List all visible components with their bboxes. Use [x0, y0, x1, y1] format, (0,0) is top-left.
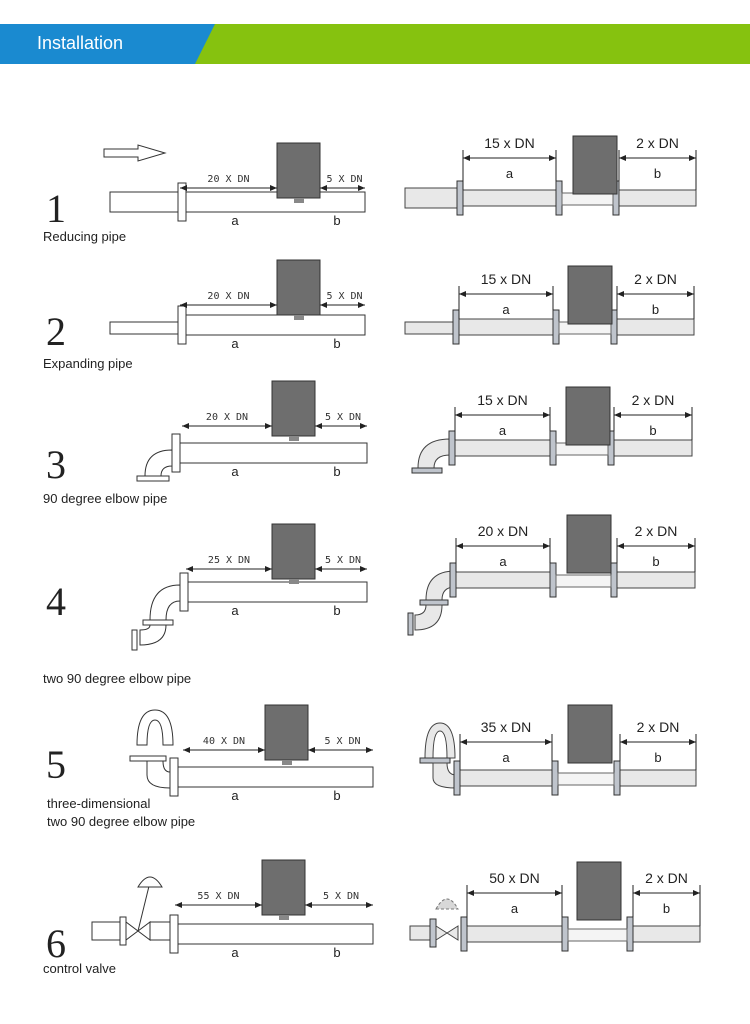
mid-flange	[420, 600, 448, 605]
main-pipe	[172, 443, 367, 463]
left-label-a: a	[231, 788, 239, 803]
upstream-pipe	[459, 319, 553, 335]
inlet-flange	[449, 431, 455, 465]
right-upstream-dimension-arrow-end	[545, 739, 552, 745]
loop-elbow-pipe	[425, 723, 455, 758]
right-upstream-label: 20 x DN	[477, 523, 529, 539]
main-pipe	[180, 582, 367, 602]
downstream-pipe	[614, 440, 692, 456]
meter-flange-out	[627, 917, 633, 951]
right-downstream-dimension-arrow-start	[620, 739, 627, 745]
left-downstream-label: 5 X DN	[324, 555, 362, 566]
right-downstream-dimension-arrow-start	[619, 155, 626, 161]
main-pipe	[178, 192, 365, 212]
right-upstream-dimension-arrow-start	[467, 890, 474, 896]
left-upstream-label: 20 X DN	[207, 174, 250, 185]
inlet-pipe	[92, 922, 120, 940]
flowmeter-body	[277, 143, 320, 198]
meter-flange-out	[611, 563, 617, 597]
meter-spool	[562, 193, 613, 205]
right-diagram	[405, 135, 696, 215]
flowmeter-body	[568, 266, 612, 324]
lower-elbow-pipe	[415, 605, 442, 630]
right-downstream-dimension-arrow-start	[617, 291, 624, 297]
loop-flange	[130, 756, 166, 761]
left-label-b: b	[333, 788, 341, 803]
left-diagram	[130, 705, 373, 803]
meter-flange-in	[550, 563, 556, 597]
left-upstream-dimension-arrow-end	[258, 747, 265, 753]
lower-elbow-pipe	[433, 763, 456, 788]
left-downstream-dimension-arrow-start	[320, 185, 327, 191]
elbow-flange	[137, 476, 169, 481]
left-downstream-dimension-arrow-end	[358, 302, 365, 308]
end-flange	[408, 613, 413, 635]
left-label-b: b	[333, 336, 341, 351]
row-number: 6	[46, 921, 66, 966]
inlet-flange	[450, 563, 456, 597]
mid-flange	[143, 620, 173, 625]
left-upstream-dimension-arrow-end	[265, 423, 272, 429]
row-caption: control valve	[43, 961, 116, 976]
upstream-pipe	[455, 440, 550, 456]
main-pipe	[178, 315, 365, 335]
downstream-pipe	[633, 926, 700, 942]
row-3	[43, 381, 692, 506]
row-caption: Reducing pipe	[43, 229, 127, 244]
row-caption: two 90 degree elbow pipe	[43, 671, 192, 686]
flowmeter-neck	[282, 760, 292, 765]
left-diagram	[137, 381, 367, 481]
lower-elbow-pipe	[147, 761, 170, 788]
elbow-pipe	[145, 450, 172, 476]
left-upstream-label: 20 X DN	[205, 412, 249, 423]
flowmeter-neck	[289, 579, 299, 584]
elbow-flange	[412, 468, 442, 473]
meter-flange-out	[614, 761, 620, 795]
row-6	[43, 860, 700, 976]
end-flange	[132, 630, 137, 650]
left-upstream-dimension-arrow-start	[182, 423, 189, 429]
flowmeter-body	[272, 524, 315, 579]
left-downstream-dimension-arrow-start	[305, 902, 312, 908]
right-upstream-dimension-arrow-end	[546, 291, 553, 297]
reducing-pipe-segment	[405, 188, 463, 208]
left-downstream-label: 5 X DN	[324, 412, 362, 423]
left-label-a: a	[231, 945, 239, 960]
right-upstream-dimension-arrow-start	[459, 291, 466, 297]
meter-flange-in	[552, 761, 558, 795]
left-label-a: a	[231, 213, 239, 228]
right-upstream-dimension-arrow-end	[543, 543, 550, 549]
right-label-b: b	[662, 901, 671, 916]
row-number: 2	[46, 309, 66, 354]
right-label-a: a	[499, 554, 507, 569]
meter-flange-in	[553, 310, 559, 344]
left-label-b: b	[333, 213, 341, 228]
left-label-b: b	[333, 603, 341, 618]
right-label-b: b	[654, 750, 662, 765]
downstream-pipe	[617, 319, 694, 335]
right-label-a: a	[510, 901, 519, 916]
row-number: 3	[46, 442, 66, 487]
left-upstream-dimension-arrow-end	[255, 902, 262, 908]
right-label-b: b	[653, 166, 662, 181]
main-flange	[178, 306, 186, 344]
flowmeter-body	[577, 862, 621, 920]
flowmeter-body	[573, 136, 617, 194]
right-upstream-label: 50 x DN	[489, 870, 540, 886]
inlet-flange	[453, 310, 459, 344]
left-downstream-dimension-arrow-start	[308, 747, 315, 753]
right-upstream-dimension-arrow-start	[456, 543, 463, 549]
upstream-pipe	[456, 572, 550, 588]
downstream-pipe	[617, 572, 695, 588]
inlet-flange	[454, 761, 460, 795]
left-label-a: a	[231, 464, 239, 479]
left-downstream-label: 5 X DN	[324, 736, 361, 747]
right-label-a: a	[498, 423, 507, 438]
left-downstream-dimension-arrow-end	[358, 185, 365, 191]
right-downstream-label: 2 x DN	[631, 392, 675, 408]
right-upstream-label: 15 x DN	[484, 135, 535, 151]
left-upstream-dimension-arrow-start	[175, 902, 182, 908]
flowmeter-body	[272, 381, 315, 436]
right-downstream-label: 2 x DN	[634, 523, 678, 539]
left-diagram	[92, 860, 373, 960]
right-diagram	[410, 862, 700, 951]
main-flange	[170, 758, 178, 796]
main-pipe	[170, 767, 373, 787]
right-upstream-dimension-arrow-start	[463, 155, 470, 161]
left-label-b: b	[333, 945, 341, 960]
meter-flange-in	[562, 917, 568, 951]
left-downstream-dimension-arrow-start	[315, 423, 322, 429]
valve-actuator	[436, 899, 458, 909]
row-4	[43, 515, 695, 686]
inlet-pipe	[410, 926, 430, 940]
left-upstream-label: 40 X DN	[202, 736, 246, 747]
row-number: 5	[46, 742, 66, 787]
left-downstream-label: 5 X DN	[326, 291, 363, 302]
right-upstream-dimension-arrow-end	[549, 155, 556, 161]
left-downstream-dimension-arrow-start	[320, 302, 327, 308]
inlet-flange	[461, 917, 467, 951]
lower-elbow-pipe	[140, 625, 166, 645]
row-number: 1	[46, 186, 66, 231]
flowmeter-body	[566, 387, 610, 445]
meter-spool	[556, 575, 611, 587]
right-diagram	[412, 387, 692, 473]
left-label-a: a	[231, 336, 239, 351]
right-downstream-label: 2 x DN	[636, 135, 679, 151]
flowmeter-body	[277, 260, 320, 315]
valve-outlet-pipe	[150, 922, 170, 940]
upstream-pipe	[460, 770, 552, 786]
flowmeter-neck	[294, 315, 304, 320]
right-downstream-dimension-arrow-start	[614, 412, 621, 418]
row-2	[43, 260, 694, 371]
left-diagram	[132, 524, 367, 650]
loop-flange	[420, 758, 450, 763]
row-1	[43, 135, 696, 244]
header-title: Installation	[37, 33, 124, 53]
flowmeter-neck	[279, 915, 289, 920]
right-upstream-dimension-arrow-start	[455, 412, 462, 418]
right-diagram	[420, 705, 696, 795]
flowmeter-body	[567, 515, 611, 573]
right-label-b: b	[649, 423, 657, 438]
left-diagram	[104, 143, 365, 228]
flowmeter-neck	[294, 198, 304, 203]
main-flange	[170, 915, 178, 953]
left-downstream-dimension-arrow-end	[360, 566, 367, 572]
meter-flange-in	[556, 181, 562, 215]
main-flange	[180, 573, 188, 611]
right-upstream-label: 35 x DN	[480, 719, 532, 735]
left-downstream-label: 5 X DN	[326, 174, 363, 185]
left-upstream-label: 55 X DN	[197, 891, 240, 902]
main-pipe	[170, 924, 373, 944]
right-downstream-dimension-arrow-start	[617, 543, 624, 549]
row-caption: two 90 degree elbow pipe	[47, 814, 196, 829]
right-downstream-dimension-arrow-start	[633, 890, 640, 896]
expanding-pipe-segment	[405, 322, 460, 334]
inlet-flange	[457, 181, 463, 215]
row-caption: Expanding pipe	[43, 356, 133, 371]
left-downstream-dimension-arrow-start	[315, 566, 322, 572]
right-label-a: a	[505, 166, 514, 181]
right-downstream-label: 2 x DN	[636, 719, 680, 735]
left-upstream-dimension-arrow-end	[265, 566, 272, 572]
expanding-pipe-segment	[110, 322, 178, 334]
right-downstream-label: 2 x DN	[634, 271, 677, 287]
right-downstream-dimension-arrow-end	[689, 739, 696, 745]
downstream-pipe	[619, 190, 696, 206]
right-label-a: a	[502, 302, 510, 317]
right-downstream-dimension-arrow-end	[693, 890, 700, 896]
right-diagram	[408, 515, 695, 635]
left-downstream-label: 5 X DN	[322, 891, 360, 902]
right-label-b: b	[651, 302, 660, 317]
main-flange	[172, 434, 180, 472]
flowmeter-body	[568, 705, 612, 763]
right-label-a: a	[502, 750, 510, 765]
valve-flange-in	[430, 919, 436, 947]
left-upstream-dimension-arrow-end	[270, 185, 277, 191]
right-upstream-label: 15 x DN	[480, 271, 532, 287]
left-upstream-label: 20 X DN	[207, 291, 250, 302]
left-upstream-dimension-arrow-end	[270, 302, 277, 308]
valve-actuator	[138, 877, 162, 887]
reducing-pipe-segment	[110, 192, 178, 212]
meter-flange-in	[550, 431, 556, 465]
meter-spool	[568, 929, 627, 941]
right-downstream-label: 2 x DN	[645, 870, 688, 886]
loop-elbow-pipe	[137, 710, 173, 745]
left-upstream-label: 25 X DN	[207, 555, 251, 566]
left-upstream-dimension-arrow-start	[186, 566, 193, 572]
right-downstream-dimension-arrow-end	[687, 291, 694, 297]
row-caption: three-dimensional	[47, 796, 151, 811]
right-upstream-dimension-arrow-end	[543, 412, 550, 418]
right-label-b: b	[652, 554, 660, 569]
upstream-pipe	[463, 190, 556, 206]
left-downstream-dimension-arrow-end	[366, 747, 373, 753]
elbow-pipe	[418, 439, 450, 468]
right-downstream-dimension-arrow-end	[685, 412, 692, 418]
valve-flange-in	[120, 917, 126, 945]
flow-direction-arrow	[104, 145, 165, 161]
right-diagram	[405, 266, 694, 344]
downstream-pipe	[620, 770, 696, 786]
upstream-pipe	[467, 926, 562, 942]
left-diagram	[110, 260, 365, 351]
left-downstream-dimension-arrow-end	[366, 902, 373, 908]
row-caption: 90 degree elbow pipe	[43, 491, 168, 506]
right-downstream-dimension-arrow-end	[688, 543, 695, 549]
flowmeter-body	[265, 705, 308, 760]
right-downstream-dimension-arrow-end	[689, 155, 696, 161]
right-upstream-dimension-arrow-end	[555, 890, 562, 896]
control-valve-body	[436, 926, 458, 940]
left-downstream-dimension-arrow-end	[360, 423, 367, 429]
left-upstream-dimension-arrow-start	[183, 747, 190, 753]
upper-elbow-pipe	[150, 585, 180, 620]
meter-spool	[558, 773, 614, 785]
row-number: 4	[46, 579, 66, 624]
row-5	[46, 705, 696, 829]
right-upstream-dimension-arrow-start	[460, 739, 467, 745]
flowmeter-body	[262, 860, 305, 915]
left-label-a: a	[231, 603, 239, 618]
flowmeter-neck	[289, 436, 299, 441]
right-upstream-label: 15 x DN	[477, 392, 528, 408]
left-label-b: b	[333, 464, 341, 479]
